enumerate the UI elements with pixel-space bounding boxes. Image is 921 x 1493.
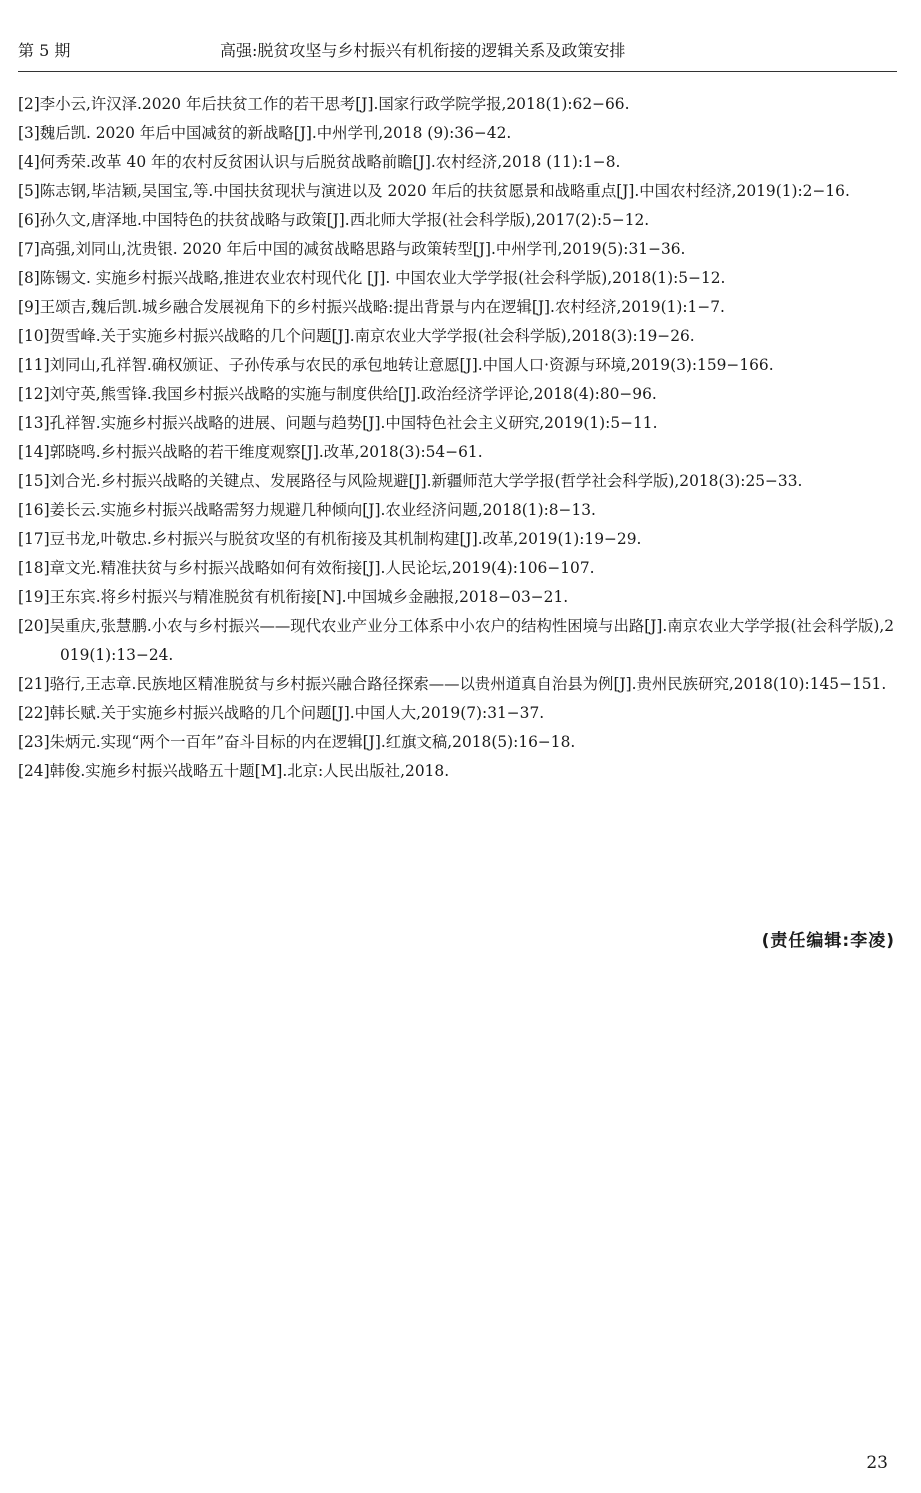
reference-item: [20]吴重庆,张慧鹏.小农与乡村振兴——现代农业产业分工体系中小农户的结构性困境与出路[J].南京农业大学学报(社会科学版),2019(1):13−24. xyxy=(18,617,895,664)
reference-item: [4]何秀荣.改革 40 年的农村反贫困认识与后脱贫战略前瞻[J].农村经济,2018 (11):1−8. xyxy=(18,153,621,171)
reference-item: [14]郭晓鸣.乡村振兴战略的若干维度观察[J].改革,2018(3):54−61. xyxy=(18,443,483,461)
reference-item: [8]陈锡文. 实施乡村振兴战略,推进农业农村现代化 [J]. 中国农业大学学报(社会科学版),2018(1):5−12. xyxy=(18,269,726,287)
reference-item: [13]孔祥智.实施乡村振兴战略的进展、问题与趋势[J].中国特色社会主义研究,2019(1):5−11. xyxy=(18,414,658,432)
reference-item: [7]高强,刘同山,沈贵银. 2020 年后中国的减贫战略思路与政策转型[J].中州学刊,2019(5):31−36. xyxy=(18,240,686,258)
reference-item: [5]陈志钢,毕洁颖,吴国宝,等.中国扶贫现状与演进以及 2020 年后的扶贫愿景和战略重点[J].中国农村经济,2019(1):2−16. xyxy=(18,182,850,200)
reference-item: [19]王东宾.将乡村振兴与精准脱贫有机衔接[N].中国城乡金融报,2018−03−21. xyxy=(18,588,569,606)
reference-item: [6]孙久文,唐泽地.中国特色的扶贫战略与政策[J].西北师大学报(社会科学版),2017(2):5−12. xyxy=(18,211,650,229)
reference-item: [15]刘合光.乡村振兴战略的关键点、发展路径与风险规避[J].新疆师范大学学报(哲学社会科学版),2018(3):25−33. xyxy=(18,472,803,490)
header-rule xyxy=(18,71,897,72)
reference-item: [9]王颂吉,魏后凯.城乡融合发展视角下的乡村振兴战略:提出背景与内在逻辑[J].农村经济,2019(1):1−7. xyxy=(18,298,725,316)
reference-item: [2]李小云,许汉泽.2020 年后扶贫工作的若干思考[J].国家行政学院学报,2018(1):62−66. xyxy=(18,95,630,113)
reference-list xyxy=(18,90,898,786)
reference-item: [18]章文光.精准扶贫与乡村振兴战略如何有效衔接[J].人民论坛,2019(4):106−107. xyxy=(18,559,595,577)
reference-item: [10]贺雪峰.关于实施乡村振兴战略的几个问题[J].南京农业大学学报(社会科学版),2018(3):19−26. xyxy=(18,327,695,345)
responsible-editor: (责任编辑:李凌) xyxy=(761,931,895,951)
reference-item: [16]姜长云.实施乡村振兴战略需努力规避几种倾向[J].农业经济问题,2018(1):8−13. xyxy=(18,501,596,519)
reference-item: [21]骆行,王志章.民族地区精准脱贫与乡村振兴融合路径探索——以贵州道真自治县为例[J].贵州民族研究,2018(10):145−151. xyxy=(18,675,887,693)
issue-number: 第 5 期 xyxy=(18,41,71,60)
reference-item: [22]韩长赋.关于实施乡村振兴战略的几个问题[J].中国人大,2019(7):31−37. xyxy=(18,704,545,722)
reference-item: [11]刘同山,孔祥智.确权颁证、子孙传承与农民的承包地转让意愿[J].中国人口·资源与环境,2019(3):159−166. xyxy=(18,356,774,374)
reference-item: [24]韩俊.实施乡村振兴战略五十题[M].北京:人民出版社,2018. xyxy=(18,762,450,780)
reference-item: [12]刘守英,熊雪锋.我国乡村振兴战略的实施与制度供给[J].政治经济学评论,2018(4):80−96. xyxy=(18,385,657,403)
running-header xyxy=(18,38,897,64)
article-running-title: 高强:脱贫攻坚与乡村振兴有机衔接的逻辑关系及政策安排 xyxy=(220,41,626,60)
reference-item: [3]魏后凯. 2020 年后中国减贫的新战略[J].中州学刊,2018 (9):36−42. xyxy=(18,124,512,142)
page-number: 23 xyxy=(866,1453,888,1473)
reference-item: [17]豆书龙,叶敬忠.乡村振兴与脱贫攻坚的有机衔接及其机制构建[J].改革,2019(1):19−29. xyxy=(18,530,642,548)
reference-item: [23]朱炳元.实现“两个一百年”奋斗目标的内在逻辑[J].红旗文稿,2018(5):16−18. xyxy=(18,733,576,751)
